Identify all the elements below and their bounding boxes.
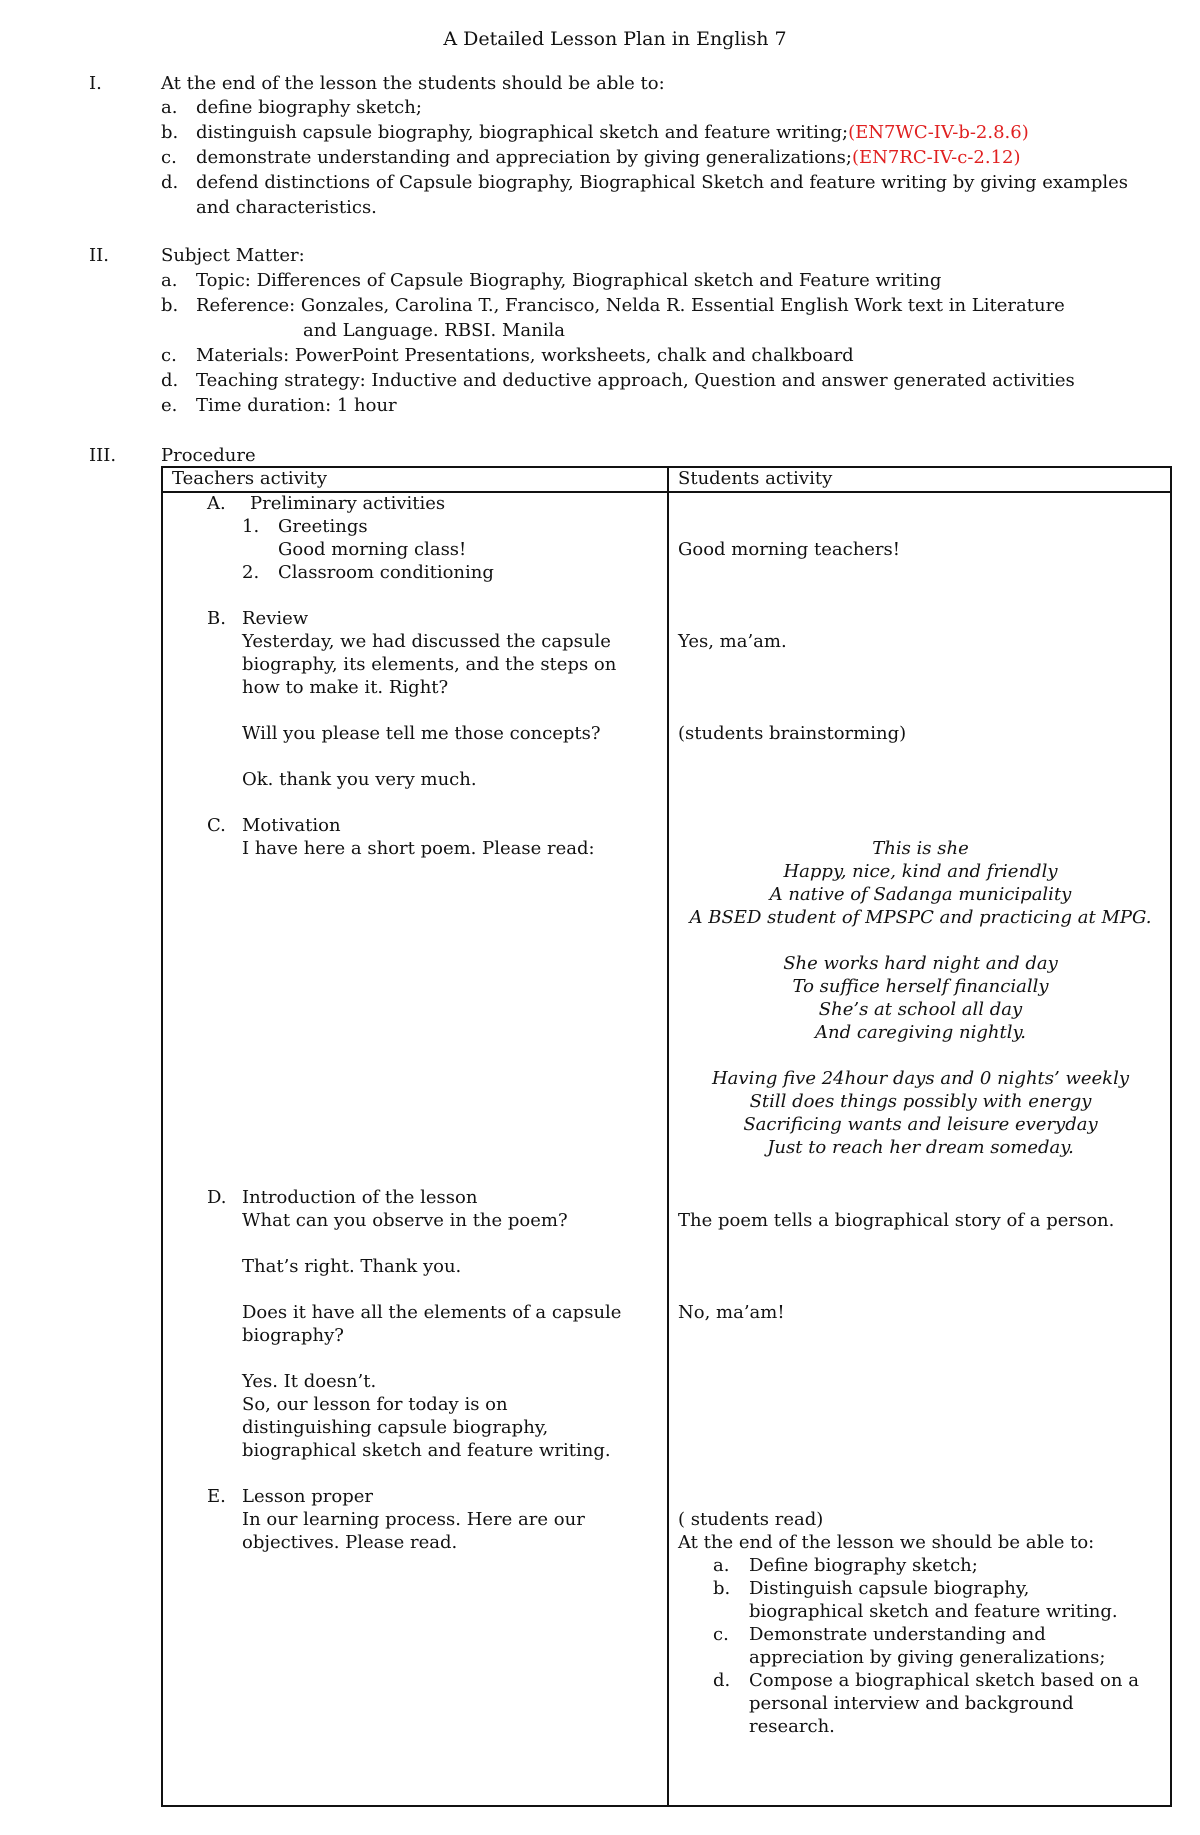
poem-line: Sacrificing wants and leisure everyday	[743, 1114, 1098, 1135]
poem-line: She’s at school all day	[818, 999, 1023, 1020]
step-title: Lesson proper	[242, 1486, 373, 1507]
teacher-line: I have here a short poem. Please read:	[242, 838, 595, 859]
teacher-line: distinguishing capsule biography,	[242, 1417, 549, 1438]
teacher-line: Does it have all the elements of a capsule	[242, 1302, 622, 1323]
step-label: C.	[207, 815, 226, 836]
step-title: Review	[242, 608, 309, 629]
sub-step-title: Greetings	[278, 516, 368, 537]
student-objective: personal interview and background	[749, 1693, 1074, 1714]
teacher-line: how to make it. Right?	[242, 677, 449, 698]
student-line: ( students read)	[678, 1509, 824, 1530]
subject-item: Materials: PowerPoint Presentations, worksheets, chalk and chalkboard	[196, 345, 854, 366]
objective-item: define biography sketch;	[196, 97, 422, 118]
teacher-line: objectives. Please read.	[242, 1532, 458, 1553]
step-title: Preliminary activities	[250, 493, 446, 514]
sub-step-title: Classroom conditioning	[278, 562, 494, 583]
list-letter: c.	[161, 147, 177, 168]
section-numeral: II.	[89, 245, 109, 266]
student-line: At the end of the lesson we should be able to:	[678, 1532, 1095, 1553]
student-objective: appreciation by giving generalizations;	[749, 1647, 1106, 1668]
poem-line: She works hard night and day	[783, 953, 1058, 974]
subject-item: Topic: Differences of Capsule Biography, Biographical sketch and Feature writing	[196, 270, 942, 291]
teacher-line: biographical sketch and feature writing.	[242, 1440, 611, 1461]
teacher-line: What can you observe in the poem?	[242, 1210, 568, 1231]
list-letter: b.	[161, 295, 179, 316]
step-label: B.	[207, 608, 226, 629]
student-line: No, ma’am!	[678, 1302, 785, 1323]
step-label: D.	[207, 1187, 227, 1208]
student-objective: Distinguish capsule biography,	[749, 1578, 1030, 1599]
competency-code: (EN7WC-IV-b-2.8.6)	[848, 122, 1029, 143]
poem-line: This is she	[872, 838, 969, 859]
poem-line: Having five 24hour days and 0 nights’ weekly	[711, 1068, 1130, 1089]
teacher-line: Will you please tell me those concepts?	[242, 723, 601, 744]
list-letter: b.	[161, 122, 179, 143]
student-objective: Demonstrate understanding and	[749, 1624, 1046, 1645]
competency-code: (EN7RC-IV-c-2.12)	[851, 147, 1021, 168]
sub-step-number: 1.	[242, 516, 260, 537]
student-line: Good morning teachers!	[678, 539, 901, 560]
teacher-line: Ok. thank you very much.	[242, 769, 477, 790]
list-letter: b.	[713, 1578, 731, 1599]
teacher-line: Yesterday, we had discussed the capsule	[242, 631, 611, 652]
teacher-line: In our learning process. Here are our	[242, 1509, 585, 1530]
student-objective: Compose a biographical sketch based on a	[749, 1670, 1139, 1691]
teacher-line: biography, its elements, and the steps on	[242, 654, 617, 675]
list-letter: c.	[713, 1624, 729, 1645]
procedure-heading: Procedure	[161, 445, 256, 466]
list-letter: a.	[713, 1555, 730, 1576]
student-objective: Define biography sketch;	[749, 1555, 978, 1576]
column-header-teacher: Teachers activity	[172, 468, 328, 489]
list-letter: d.	[161, 370, 179, 391]
poem-line: Still does things possibly with energy	[749, 1091, 1092, 1112]
list-letter: c.	[161, 345, 177, 366]
objectives-intro: At the end of the lesson the students should be able to:	[161, 73, 665, 94]
poem-line: Just to reach her dream someday.	[767, 1137, 1074, 1158]
list-letter: d.	[161, 172, 179, 193]
teacher-line: Good morning class!	[278, 539, 467, 560]
section-numeral: III.	[89, 445, 117, 466]
step-label: E.	[207, 1486, 226, 1507]
step-label: A.	[207, 493, 226, 514]
student-objective: research.	[749, 1716, 835, 1737]
document-title: A Detailed Lesson Plan in English 7	[443, 28, 787, 50]
objective-item-continued: and characteristics.	[196, 197, 377, 218]
list-letter: d.	[713, 1670, 731, 1691]
objective-item: distinguish capsule biography, biographical sketch and feature writing;(EN7WC-IV-b-2.8.6)	[196, 122, 1029, 143]
list-letter: a.	[161, 270, 178, 291]
subject-item: Teaching strategy: Inductive and deductive approach, Question and answer generated activities	[196, 370, 1075, 391]
subject-item-continued: and Language. RBSI. Manila	[303, 320, 565, 341]
list-letter: a.	[161, 97, 178, 118]
sub-step-number: 2.	[242, 562, 260, 583]
poem-line: A BSED student of MPSPC and practicing at MPG.	[689, 907, 1152, 928]
teacher-line: Yes. It doesn’t.	[242, 1371, 377, 1392]
poem-line: And caregiving nightly.	[815, 1022, 1026, 1043]
teacher-line: biography?	[242, 1325, 344, 1346]
teacher-line: That’s right. Thank you.	[242, 1256, 462, 1277]
teacher-line: So, our lesson for today is on	[242, 1394, 508, 1415]
subject-matter-heading: Subject Matter:	[161, 245, 305, 266]
list-letter: e.	[161, 395, 178, 416]
subject-item: Reference: Gonzales, Carolina T., Francisco, Nelda R. Essential English Work text in Literature	[196, 295, 1065, 316]
step-title: Motivation	[242, 815, 341, 836]
poem-line: Happy, nice, kind and friendly	[783, 861, 1058, 882]
student-line: Yes, ma’am.	[678, 631, 787, 652]
objective-item: defend distinctions of Capsule biography, Biographical Sketch and feature writing by giving examples	[196, 172, 1129, 193]
step-title: Introduction of the lesson	[242, 1187, 478, 1208]
column-header-student: Students activity	[678, 468, 833, 489]
subject-item: Time duration: 1 hour	[196, 395, 397, 416]
section-numeral: I.	[89, 73, 102, 94]
student-objective: biographical sketch and feature writing.	[749, 1601, 1118, 1622]
poem-line: A native of Sadanga municipality	[769, 884, 1072, 905]
objective-item: demonstrate understanding and appreciation by giving generalizations;(EN7RC-IV-c-2.12)	[196, 147, 1021, 168]
student-line: The poem tells a biographical story of a person.	[678, 1210, 1115, 1231]
student-line: (students brainstorming)	[678, 723, 907, 744]
poem-line: To suffice herself financially	[792, 976, 1049, 997]
